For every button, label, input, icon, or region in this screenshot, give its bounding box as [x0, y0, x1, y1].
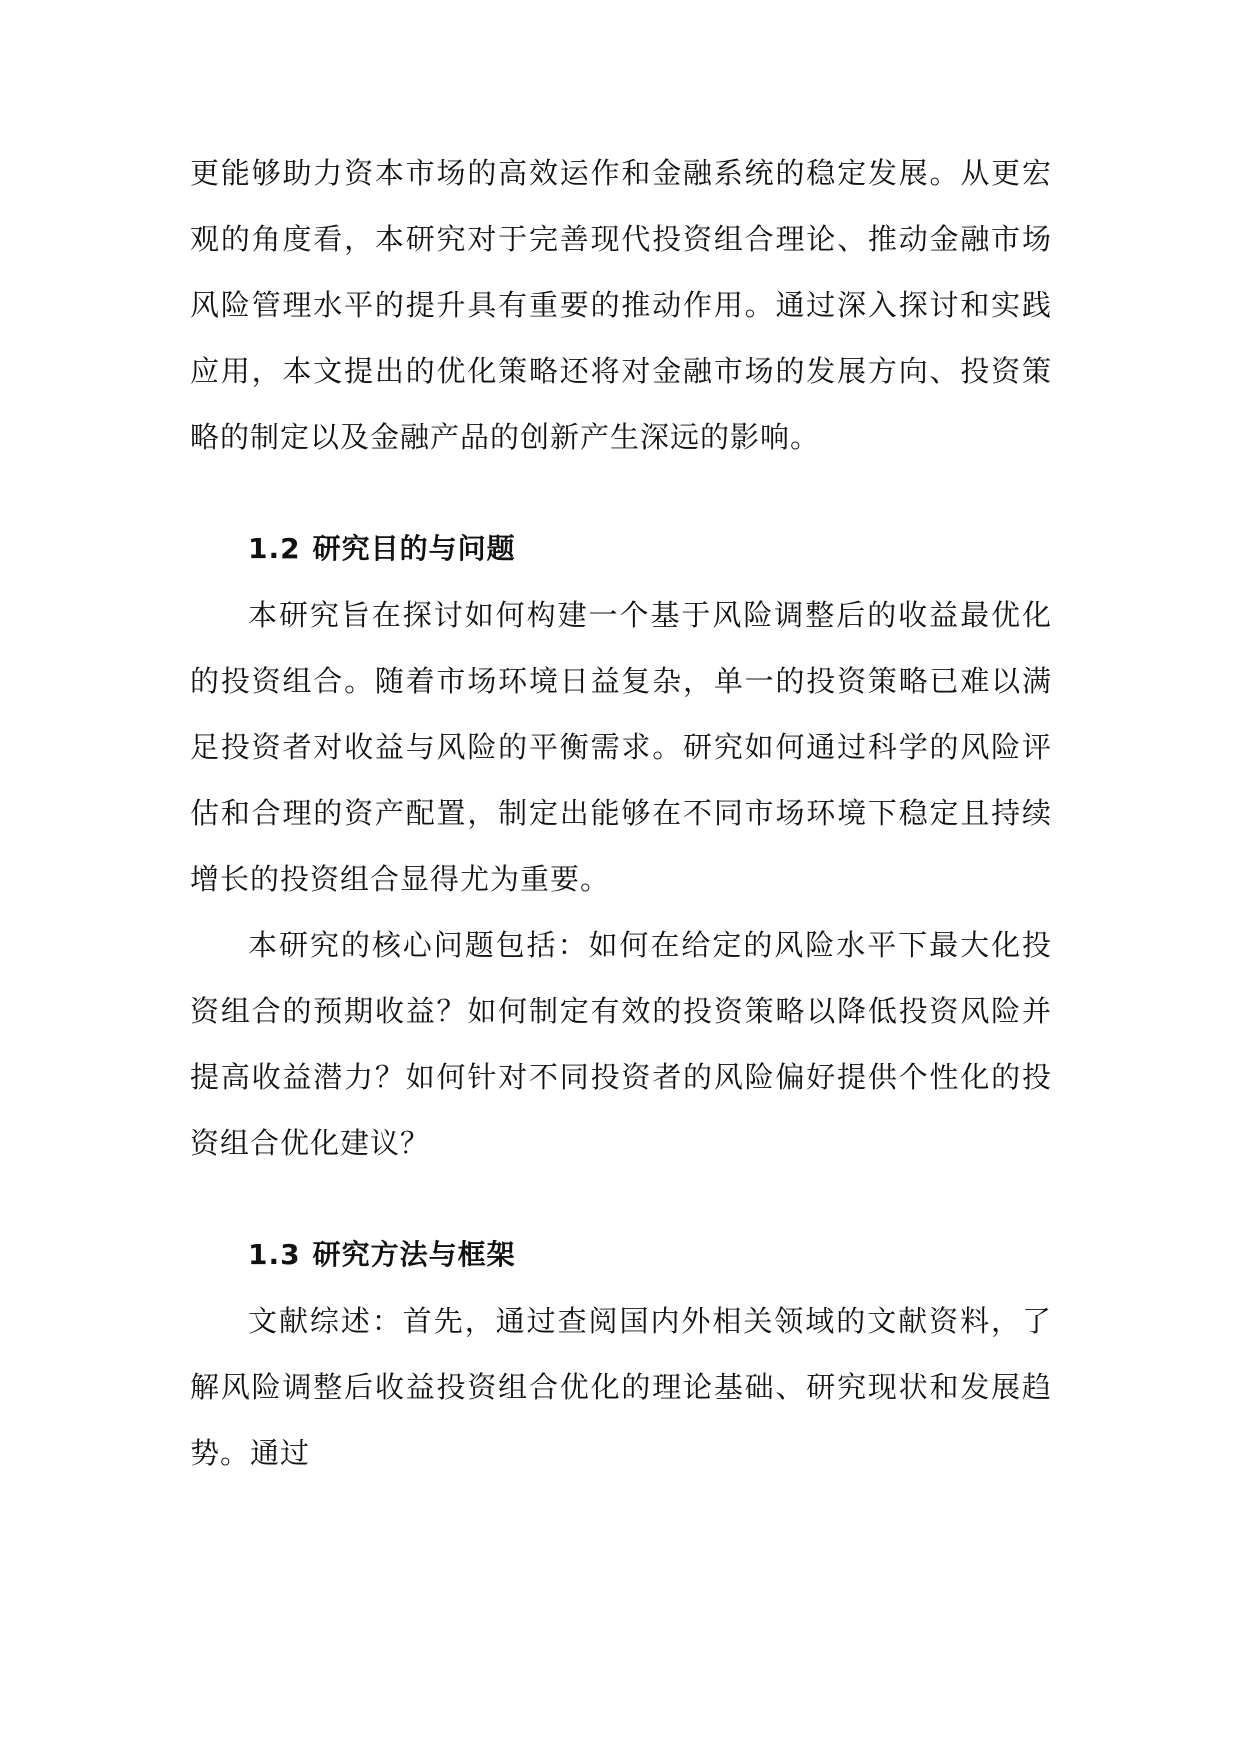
section-title: 研究目的与问题 — [312, 532, 516, 565]
intro-paragraph: 更能够助力资本市场的高效运作和金融系统的稳定发展。从更宏观的角度看，本研究对于完善现代投资组合理论、推动金融市场风险管理水平的提升具有重要的推动作用。通过深入探讨和实践应用，本文提出的优化策略还将对金融市场的发展方向、投资策略的制定以及金融产品的创新产生深远的影响。 — [190, 156, 1052, 454]
section-title: 研究方法与框架 — [312, 1238, 516, 1271]
document-body — [190, 140, 1052, 1486]
section-number: 1.3 — [248, 1238, 301, 1271]
section-1-3-paragraph-1: 文献综述：首先，通过查阅国内外相关领域的文献资料，了解风险调整后收益投资组合优化的理论基础、研究现状和发展趋势。通过 — [190, 1304, 1052, 1470]
section-1-2-paragraph-1: 本研究旨在探讨如何构建一个基于风险调整后的收益最优化的投资组合。随着市场环境日益复杂，单一的投资策略已难以满足投资者对收益与风险的平衡需求。研究如何通过科学的风险评估和合理的资产配置，制定出能够在不同市场环境下稳定且持续增长的投资组合显得尤为重要。 — [190, 598, 1052, 896]
section-heading-1-3 — [190, 1222, 1052, 1288]
section-1-2-paragraph-2: 本研究的核心问题包括：如何在给定的风险水平下最大化投资组合的预期收益？如何制定有效的投资策略以降低投资风险并提高收益潜力？如何针对不同投资者的风险偏好提供个性化的投资组合优化建议？ — [190, 928, 1052, 1160]
section-number: 1.2 — [248, 532, 301, 565]
section-heading-1-2 — [190, 516, 1052, 582]
